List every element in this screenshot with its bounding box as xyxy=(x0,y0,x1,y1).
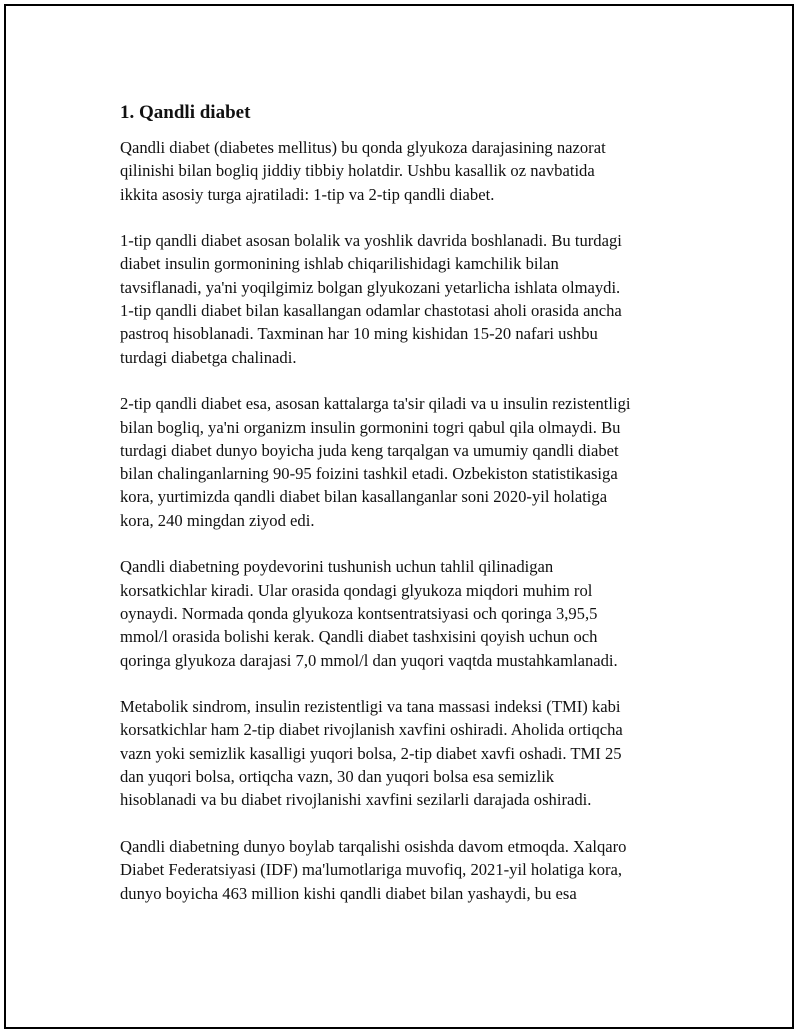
text-line: oynaydi. Normada qonda glyukoza kontsentratsiyasi och qoringa 3,95,5 xyxy=(120,603,598,623)
paragraph-type1 xyxy=(120,229,700,369)
text-line: diabet insulin gormonining ishlab chiqarilishidagi kamchilik bilan xyxy=(120,254,559,274)
text-line: bilan chalinganlarning 90-95 foizini tashkil etadi. Ozbekiston statistikasiga xyxy=(120,464,618,484)
text-line: Diabet Federatsiyasi (IDF) ma'lumotlariga muvofiq, 2021-yil holatiga kora, xyxy=(120,860,623,880)
text-line: pastroq hisoblanadi. Taxminan har 10 ming kishidan 15-20 nafari ushbu xyxy=(120,324,598,344)
paragraph-metabolic xyxy=(120,695,700,811)
paragraph-intro xyxy=(120,136,700,206)
section-heading: 1. Qandli diabet xyxy=(120,102,251,123)
paragraph-indicators xyxy=(120,555,700,671)
text-line: Qandli diabetning poydevorini tushunish uchun tahlil qilinadigan xyxy=(120,557,554,577)
text-line: kora, 240 mingdan ziyod edi. xyxy=(120,510,315,530)
text-line: qilinishi bilan bogliq jiddiy tibbiy holatdir. Ushbu kasallik oz navbatida xyxy=(120,161,595,181)
text-line: 1-tip qandli diabet asosan bolalik va yoshlik davrida boshlanadi. Bu turdagi xyxy=(120,231,622,251)
text-line: 1-tip qandli diabet bilan kasallangan odamlar chastotasi aholi orasida ancha xyxy=(120,301,622,321)
text-line: turdagi diabetga chalinadi. xyxy=(120,347,297,367)
document-body xyxy=(120,100,700,928)
text-line: turdagi diabet dunyo boyicha juda keng tarqalgan va umumiy qandli diabet xyxy=(120,440,619,460)
paragraph-type2 xyxy=(120,392,700,532)
text-line: 2-tip qandli diabet esa, asosan kattalarga ta'sir qiladi va u insulin rezistentligi xyxy=(120,394,631,414)
text-line: Qandli diabet (diabetes mellitus) bu qonda glyukoza darajasining nazorat xyxy=(120,138,606,157)
text-line: dan yuqori bolsa, ortiqcha vazn, 30 dan yuqori bolsa esa semizlik xyxy=(120,767,555,787)
text-line: ikkita asosiy turga ajratiladi: 1-tip va 2-tip qandli diabet. xyxy=(120,184,495,204)
text-line: mmol/l orasida bolishi kerak. Qandli diabet tashxisini qoyish uchun och xyxy=(120,627,598,647)
text-line: korsatkichlar ham 2-tip diabet rivojlanish xavfini oshiradi. Aholida ortiqcha xyxy=(120,720,623,740)
text-line: qoringa glyukoza darajasi 7,0 mmol/l dan yuqori vaqtda mustahkamlanadi. xyxy=(120,650,618,670)
text-line: kora, yurtimizda qandli diabet bilan kasallanganlar soni 2020-yil holatiga xyxy=(120,487,608,507)
text-line: korsatkichlar kiradi. Ular orasida qondagi glyukoza miqdori muhim rol xyxy=(120,580,593,600)
text-line: dunyo boyicha 463 million kishi qandli diabet bilan yashaydi, bu esa xyxy=(120,883,577,903)
text-line: Metabolik sindrom, insulin rezistentligi va tana massasi indeksi (TMI) kabi xyxy=(120,697,621,717)
paragraph-global-spread xyxy=(120,835,700,905)
page-frame xyxy=(4,4,794,1029)
text-line: vazn yoki semizlik kasalligi yuqori bolsa, 2-tip diabet xavfi oshadi. TMI 25 xyxy=(120,743,622,763)
text-line: hisoblanadi va bu diabet rivojlanishi xavfini sezilarli darajada oshiradi. xyxy=(120,790,592,810)
text-line: bilan bogliq, ya'ni organizm insulin gormonini togri qabul qila olmaydi. Bu xyxy=(120,417,621,437)
text-line: tavsiflanadi, ya'ni yoqilgimiz bolgan glyukozani yetarlicha ishlata olmaydi. xyxy=(120,277,621,297)
text-line: Qandli diabetning dunyo boylab tarqalishi osishda davom etmoqda. Xalqaro xyxy=(120,836,627,856)
